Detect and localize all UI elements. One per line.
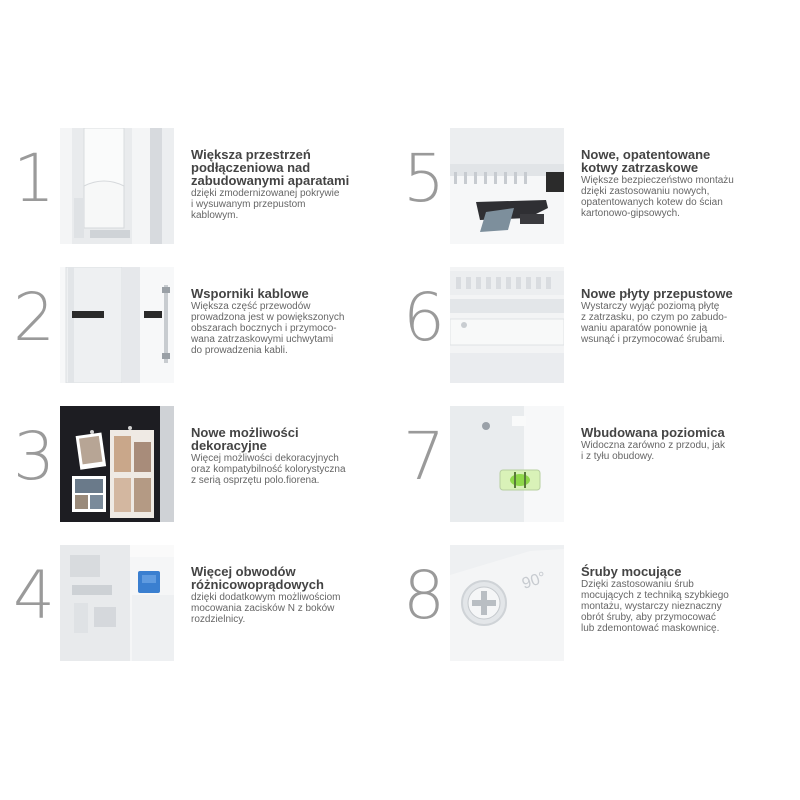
feature-title: Wbudowana poziomica xyxy=(581,425,725,440)
feature-text xyxy=(581,565,781,634)
feature-description: Więcej możliwości dekoracyjnych oraz kompatybilność kolorystyczna z serią osprzętu polo.fiorena. xyxy=(191,453,346,486)
feature-title: Większa przestrzeń podłączeniowa nad zabudowanymi aparatami xyxy=(191,147,350,188)
feature-description: dzięki dodatkowym możliwościom mocowania zacisków N z boków rozdzielnicy. xyxy=(191,592,341,625)
feature-text xyxy=(581,287,781,345)
feature-text xyxy=(191,148,391,221)
feature-text xyxy=(191,426,391,486)
feature-number: 2 xyxy=(13,279,55,356)
feature-text xyxy=(191,565,391,625)
feature-description: Większe bezpieczeństwo montażu dzięki zastosowaniu nowych, opatentowanych kotew do ścian kartonowo-gipsowych. xyxy=(581,175,734,219)
feature-number: 5 xyxy=(403,140,445,217)
feature-image-terminals xyxy=(60,545,174,661)
feature-title: Wsporniki kablowe xyxy=(191,286,309,301)
feature-image-entry-plates xyxy=(450,267,564,383)
feature-title: Więcej obwodów różnicowoprądowych xyxy=(191,564,324,592)
feature-text xyxy=(581,426,781,462)
feature-title: Nowe możliwości dekoracyjne xyxy=(191,425,299,453)
feature-description: dzięki zmodernizowanej pokrywie i wysuwanym przepustom kablowym. xyxy=(191,188,340,221)
feature-3 xyxy=(10,406,390,526)
feature-number: 8 xyxy=(403,557,445,634)
feature-8 xyxy=(400,545,780,665)
feature-number: 3 xyxy=(13,418,55,495)
feature-2 xyxy=(10,267,390,387)
feature-title: Nowe płyty przepustowe xyxy=(581,286,733,301)
feature-1 xyxy=(10,128,390,248)
feature-description: Większa część przewodów prowadzona jest w powiększonych obszarach bocznych i przymoco- wana zatrzaskowymi uchwytami do prowadzenia kabli. xyxy=(191,301,345,356)
feature-number: 7 xyxy=(403,418,445,495)
feature-number: 4 xyxy=(13,557,55,634)
feature-7 xyxy=(400,406,780,526)
feature-description: Widoczna zarówno z przodu, jak i z tyłu obudowy. xyxy=(581,440,725,462)
feature-image-spirit-level xyxy=(450,406,564,522)
feature-number: 1 xyxy=(13,140,55,217)
feature-title: Nowe, opatentowane kotwy zatrzaskowe xyxy=(581,147,711,175)
feature-text xyxy=(581,148,781,219)
feature-text xyxy=(191,287,391,356)
feature-image-cable-brackets xyxy=(60,267,174,383)
feature-4 xyxy=(10,545,390,665)
feature-image-decorative-board xyxy=(60,406,174,522)
feature-number: 6 xyxy=(403,279,445,356)
feature-6 xyxy=(400,267,780,387)
feature-description: Dzięki zastosowaniu śrub mocujących z techniką szybkiego montażu, wystarczy nieznaczny obrót śruby, aby przymocować lub zdemontować maskownicę. xyxy=(581,579,729,634)
feature-image-cover xyxy=(60,128,174,244)
feature-title: Śruby mocujące xyxy=(581,564,682,579)
feature-image-anchors xyxy=(450,128,564,244)
feature-description: Wystarczy wyjąć poziomą płytę z zatrzasku, po czym po zabudo- waniu aparatów ponownie ją wsunąć i przymocować śrubami. xyxy=(581,301,728,345)
feature-image-screw xyxy=(450,545,564,661)
feature-5 xyxy=(400,128,780,248)
screw-angle-label: 90° xyxy=(519,569,549,593)
